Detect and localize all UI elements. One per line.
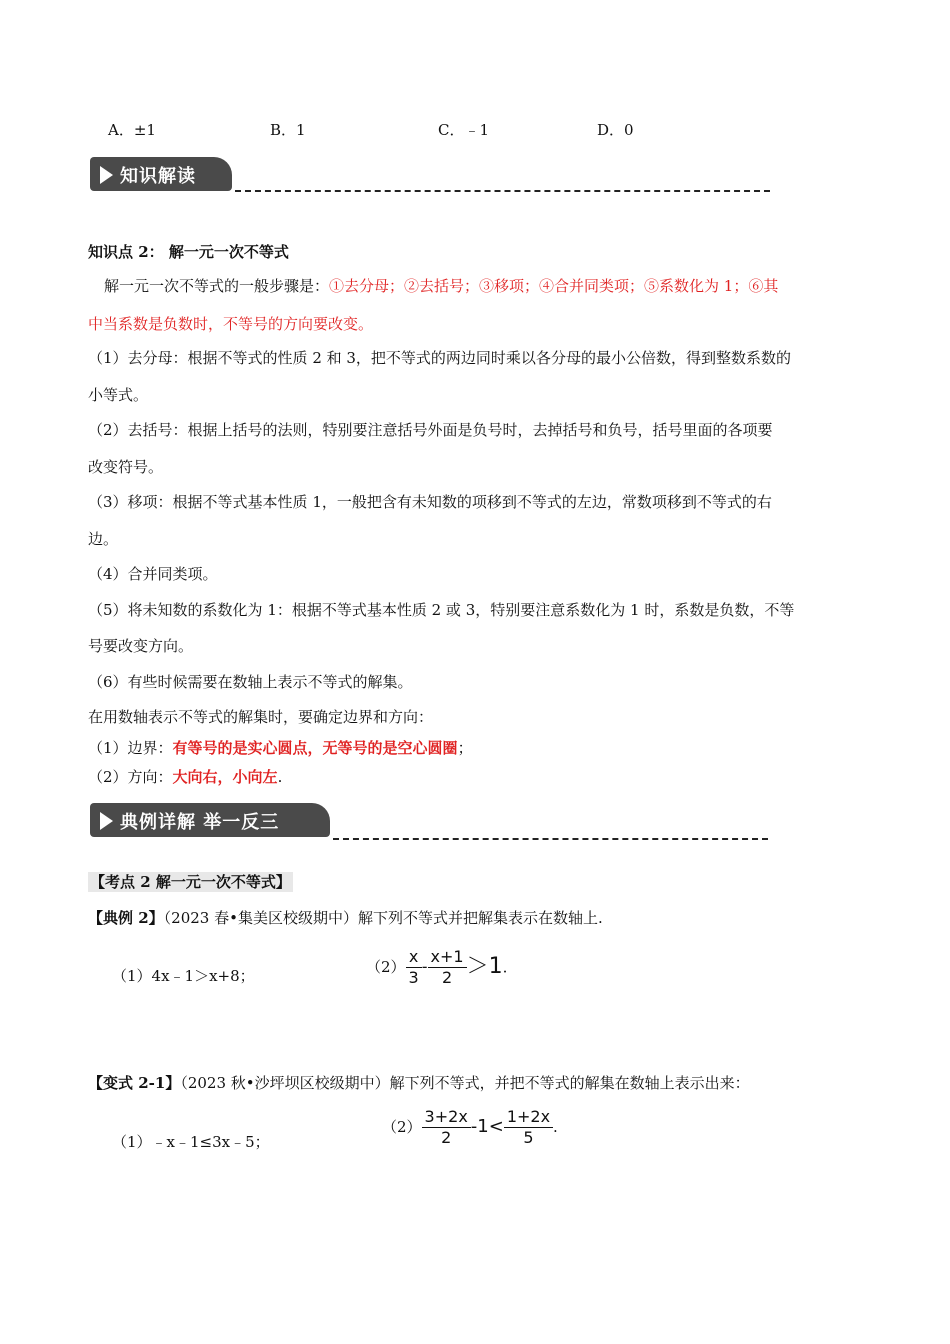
variant-label: 【变式 2-1】	[88, 1074, 181, 1092]
example-question-1: （1）4x﹣1＞x+8；	[112, 967, 255, 985]
option-a: A．±1	[108, 121, 156, 139]
fraction	[428, 947, 467, 988]
intro-prefix: 解一元一次不等式的一般步骤是：	[104, 277, 330, 295]
variant-question-2	[382, 1104, 558, 1149]
denominator: 2	[441, 1127, 452, 1147]
boundary-rule: 有等号的是实心圆点，无等号的是空心圆圈	[172, 739, 458, 757]
denominator: 3	[408, 967, 419, 987]
example-question-2	[366, 946, 507, 988]
intro-red-2: 中当系数是负数时，不等号的方向要改变。	[88, 315, 374, 333]
dashed-divider	[333, 838, 768, 840]
numerator: 1+2x	[504, 1107, 553, 1128]
option-d: D．0	[597, 121, 634, 139]
dashed-divider	[235, 190, 770, 192]
knowledge-point-title: 知识点 2： 解一元一次不等式	[88, 243, 289, 261]
example-text: （2023 春•集美区校级期中）解下列不等式并把解集表示在数轴上.	[163, 909, 603, 927]
section-banner-knowledge	[90, 157, 232, 191]
topic-heading: 【考点 2 解一元一次不等式】	[90, 873, 291, 891]
fraction	[504, 1107, 553, 1148]
denominator: 5	[523, 1127, 534, 1147]
boundary-end: ；	[457, 739, 473, 757]
option-c: C．﹣1	[438, 121, 490, 139]
question-number: （2）	[366, 958, 406, 976]
fraction	[406, 947, 422, 988]
relation: -1<	[470, 1116, 504, 1137]
numerator: x+1	[428, 947, 467, 968]
direction-label: （2）方向：	[88, 768, 173, 786]
step-line: （1）去分母：根据不等式的性质 2 和 3，把不等式的两边同时乘以各分母的最小公倍数，得到整数系数的	[88, 349, 791, 367]
numerator: 3+2x	[422, 1107, 471, 1128]
example-heading	[88, 908, 603, 928]
boundary-label: （1）边界：	[88, 739, 173, 757]
variant-question-1: （1）﹣x﹣1≤3x﹣5；	[112, 1133, 270, 1151]
intro-red-1: ①去分母；②去括号；③移项；④合并同类项；⑤系数化为 1；⑥其	[329, 277, 779, 295]
step-line: （6）有些时候需要在数轴上表示不等式的解集。	[88, 673, 413, 691]
direction-line	[88, 767, 282, 787]
question-number: （2）	[382, 1118, 422, 1136]
fraction	[422, 1107, 471, 1148]
section-banner-examples	[90, 803, 330, 837]
step-line: 改变符号。	[88, 458, 164, 476]
numberline-intro: 在用数轴表示不等式的解集时，要确定边界和方向：	[88, 708, 434, 726]
banner-title: 知识解读	[120, 166, 196, 187]
option-b: B．1	[270, 121, 306, 139]
period: .	[553, 1118, 558, 1136]
relation: ＞1	[466, 954, 503, 979]
direction-rule: 大向右，小向左	[172, 768, 278, 786]
step-line: （4）合并同类项。	[88, 565, 218, 583]
direction-end: .	[277, 768, 283, 786]
play-arrow-icon	[100, 812, 113, 830]
minus-sign: -	[421, 957, 428, 976]
step-line: 小等式。	[88, 386, 149, 404]
example-label: 【典例 2】	[88, 909, 164, 927]
boundary-line	[88, 738, 473, 758]
variant-text: （2023 秋•沙坪坝区校级期中）解下列不等式，并把不等式的解集在数轴上表示出来：	[180, 1074, 750, 1092]
step-line: 号要改变方向。	[88, 637, 194, 655]
step-line: （3）移项：根据不等式基本性质 1，一般把含有未知数的项移到不等式的左边，常数项移到不等式的右	[88, 493, 772, 511]
numerator: x	[406, 947, 422, 968]
variant-heading	[88, 1073, 750, 1093]
step-line: （2）去括号：根据上括号的法则，特别要注意括号外面是负号时，去掉括号和负号，括号里面的各项要	[88, 421, 773, 439]
step-line: （5）将未知数的系数化为 1：根据不等式基本性质 2 或 3，特别要注意系数化为 1 时，系数是负数，不等	[88, 601, 795, 619]
period: .	[502, 958, 508, 977]
banner-title: 典例详解 举一反三	[120, 812, 280, 833]
intro-line-1	[104, 276, 778, 296]
play-arrow-icon	[100, 166, 113, 184]
denominator: 2	[441, 967, 453, 987]
step-line: 边。	[88, 530, 119, 548]
